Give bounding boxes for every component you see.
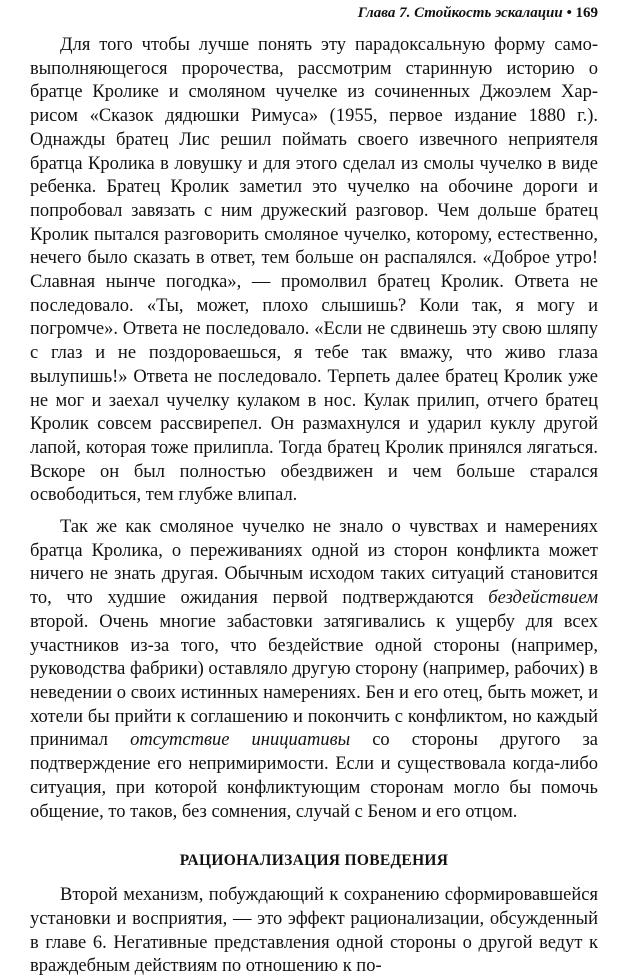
header-separator: • bbox=[562, 5, 576, 21]
running-head bbox=[30, 2, 598, 24]
paragraph-3-text: Второй механизм, побуждающий к сохранению сформировавшейся установки и восприятия, — это эффект рационализации, обсужденный в главе 6. Негативные представления одной стороны о другой ведут к враждебным действиям по отношению к по- bbox=[30, 885, 598, 977]
paragraph-2-text-start: Так же как смоляное чучелко не знало о чувствах и намерениях братца Кролика, о переживаниях одной из сторон конфликта может ничего не знать другая. Обычным исходом таких ситуаций становится то, что худшие ожидания первой подтверждаются bbox=[30, 517, 598, 609]
emphasis-inaction: бездействием bbox=[488, 588, 598, 609]
paragraph-rationalization bbox=[30, 884, 598, 979]
paragraph-1-text: Для того чтобы лучше понять эту парадоксальную форму самовыполняющегося пророчества, рассмотрим старинную историю о братце Кролике и смоляном чучелке из сочиненных Джоэлем Харрисом «Сказок дядюшки Римуса» (1955, первое издание 1880 г.). Однажды братец Лис решил поймать своего извечного неприятеля братца Кролика в ловушку и для этого сделал из смолы чучелко в виде ребенка. Братец Кролик заметил это чучелко на обочине дороги и попробовал завязать с ним дружеский разговор. Чем дольше братец Кролик пытался разговорить смоляное чучелко, которому, естественно, нечего было сказать в ответ, тем больше он распалялся. «Доброе утро! Славная нынче погодка», — промолвил братец Кролик. Ответа не последовало. «Ты, может, плохо слышишь? Коли так, я могу и погромче». Ответа не последовало. «Если не сдвинешь эту свою шляпу с глаз и не поздороваешься, я тебе так вмажу, что живо глаза вылупишь!» Ответа не последовало. Терпеть далее братец Кролик уже не мог и заехал чучелку кулаком в нос. Кулак прилип, отчего братец Кролик совсем рассвирепел. Он размахнулся и ударил куклу другой лапой, которая тоже прилипла. Тогда братец Кролик принялся лягаться. Вскоре он был полностью обездвижен и чем больше старался освободиться, тем глубже влипал. bbox=[30, 35, 598, 506]
book-page bbox=[0, 2, 620, 977]
emphasis-no-initiative: отсутствие инициативы bbox=[130, 730, 351, 751]
chapter-title: Глава 7. Стойкость эскалации bbox=[357, 5, 563, 21]
paragraph-2-text-mid: второй. Очень многие забастовки затягивались к ущербу для всех участников из-за того, что бездействие одной стороны (например, руководства фабрики) оставляло другую сторону (например, рабочих) в неведении о своих истинных намерениях. Бен и его отец, быть может, и хотели бы прийти к соглашению и покончить с конфликтом, но каждый принимал bbox=[30, 611, 598, 751]
paragraph-br-rabbit-story bbox=[30, 34, 598, 508]
paragraph-inaction bbox=[30, 516, 598, 824]
paragraph-2-text-end: со стороны другого за подтверждение его непримиримости. Если и существовала когда-либо ситуация, при которой конфликтующим сторонам могло бы помочь общение, то таков, без сомнения, случай с Беном и его отцом. bbox=[30, 730, 598, 822]
section-heading: РАЦИОНАЛИЗАЦИЯ ПОВЕДЕНИЯ bbox=[179, 852, 449, 870]
page-number: 169 bbox=[575, 5, 598, 21]
